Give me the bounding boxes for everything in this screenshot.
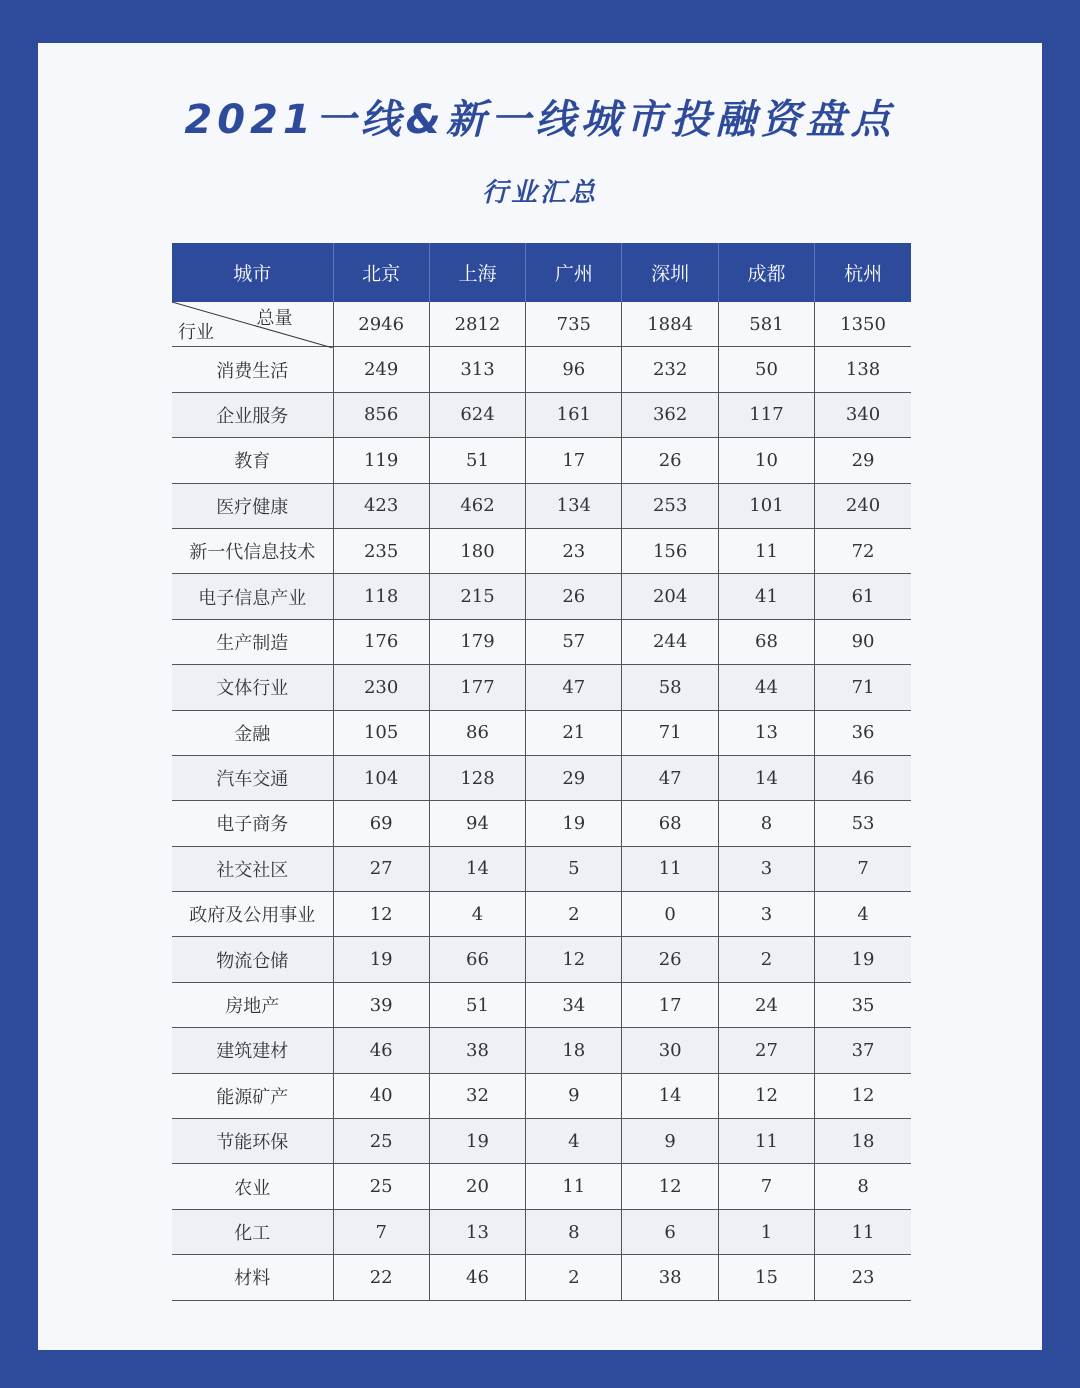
diagonal-header-cell: [172, 302, 333, 347]
value-cell: 134: [526, 483, 622, 528]
table-row: [172, 1209, 911, 1254]
industry-name-cell: 化工: [172, 1209, 333, 1254]
value-cell: 27: [333, 846, 429, 891]
value-cell: 230: [333, 665, 429, 710]
value-cell: 2: [718, 937, 814, 982]
value-cell: 37: [815, 1028, 911, 1073]
value-cell: 36: [815, 710, 911, 755]
table-row: [172, 438, 911, 483]
industry-name-cell: 金融: [172, 710, 333, 755]
value-cell: 128: [429, 755, 525, 800]
table-row: [172, 528, 911, 573]
value-cell: 253: [622, 483, 718, 528]
value-cell: 235: [333, 528, 429, 573]
value-cell: 50: [718, 347, 814, 392]
value-cell: 204: [622, 574, 718, 619]
value-cell: 423: [333, 483, 429, 528]
header-city: 成都: [718, 243, 814, 302]
value-cell: 4: [429, 892, 525, 937]
value-cell: 19: [815, 937, 911, 982]
industry-name-cell: 新一代信息技术: [172, 528, 333, 573]
value-cell: 313: [429, 347, 525, 392]
value-cell: 25: [333, 1119, 429, 1164]
value-cell: 1: [718, 1209, 814, 1254]
value-cell: 240: [815, 483, 911, 528]
value-cell: 17: [622, 982, 718, 1027]
value-cell: 71: [815, 665, 911, 710]
table-row: [172, 1028, 911, 1073]
table-row: [172, 347, 911, 392]
value-cell: 18: [815, 1119, 911, 1164]
header-city: 深圳: [622, 243, 718, 302]
value-cell: 47: [526, 665, 622, 710]
table-row: [172, 392, 911, 437]
value-cell: 27: [718, 1028, 814, 1073]
value-cell: 61: [815, 574, 911, 619]
value-cell: 51: [429, 982, 525, 1027]
value-cell: 46: [333, 1028, 429, 1073]
value-cell: 19: [429, 1119, 525, 1164]
value-cell: 57: [526, 619, 622, 664]
value-cell: 96: [526, 347, 622, 392]
value-cell: 68: [622, 801, 718, 846]
total-cell: 735: [526, 302, 622, 347]
industry-label: 行业: [178, 322, 214, 344]
value-cell: 12: [815, 1073, 911, 1118]
value-cell: 86: [429, 710, 525, 755]
total-cell: 2946: [333, 302, 429, 347]
value-cell: 3: [718, 892, 814, 937]
value-cell: 9: [526, 1073, 622, 1118]
value-cell: 249: [333, 347, 429, 392]
value-cell: 26: [622, 438, 718, 483]
value-cell: 19: [526, 801, 622, 846]
value-cell: 179: [429, 619, 525, 664]
value-cell: 11: [815, 1209, 911, 1254]
total-cell: 581: [718, 302, 814, 347]
value-cell: 72: [815, 528, 911, 573]
value-cell: 29: [526, 755, 622, 800]
table-row: [172, 619, 911, 664]
value-cell: 44: [718, 665, 814, 710]
table-row: [172, 892, 911, 937]
value-cell: 51: [429, 438, 525, 483]
value-cell: 40: [333, 1073, 429, 1118]
header-city: 杭州: [815, 243, 911, 302]
page-subtitle: 行业汇总: [481, 178, 598, 208]
value-cell: 177: [429, 665, 525, 710]
value-cell: 12: [333, 892, 429, 937]
page-title: 2021一线&新一线城市投融资盘点: [184, 97, 896, 143]
industry-name-cell: 电子商务: [172, 801, 333, 846]
value-cell: 4: [815, 892, 911, 937]
table-row: [172, 574, 911, 619]
value-cell: 362: [622, 392, 718, 437]
table-row: [172, 982, 911, 1027]
value-cell: 20: [429, 1164, 525, 1209]
value-cell: 7: [815, 846, 911, 891]
total-cell: 1884: [622, 302, 718, 347]
industry-name-cell: 建筑建材: [172, 1028, 333, 1073]
value-cell: 26: [526, 574, 622, 619]
value-cell: 3: [718, 846, 814, 891]
value-cell: 19: [333, 937, 429, 982]
value-cell: 8: [718, 801, 814, 846]
table-row: [172, 846, 911, 891]
table-row: [172, 1073, 911, 1118]
value-cell: 13: [429, 1209, 525, 1254]
value-cell: 23: [526, 528, 622, 573]
value-cell: 39: [333, 982, 429, 1027]
value-cell: 68: [718, 619, 814, 664]
value-cell: 26: [622, 937, 718, 982]
value-cell: 34: [526, 982, 622, 1027]
value-cell: 119: [333, 438, 429, 483]
value-cell: 117: [718, 392, 814, 437]
industry-name-cell: 政府及公用事业: [172, 892, 333, 937]
value-cell: 47: [622, 755, 718, 800]
value-cell: 156: [622, 528, 718, 573]
value-cell: 14: [622, 1073, 718, 1118]
value-cell: 14: [718, 755, 814, 800]
industry-name-cell: 生产制造: [172, 619, 333, 664]
value-cell: 38: [622, 1255, 718, 1300]
value-cell: 856: [333, 392, 429, 437]
value-cell: 232: [622, 347, 718, 392]
industry-name-cell: 文体行业: [172, 665, 333, 710]
value-cell: 90: [815, 619, 911, 664]
value-cell: 18: [526, 1028, 622, 1073]
value-cell: 23: [815, 1255, 911, 1300]
value-cell: 94: [429, 801, 525, 846]
value-cell: 462: [429, 483, 525, 528]
value-cell: 180: [429, 528, 525, 573]
value-cell: 30: [622, 1028, 718, 1073]
value-cell: 244: [622, 619, 718, 664]
header-city: 上海: [429, 243, 525, 302]
value-cell: 13: [718, 710, 814, 755]
industry-name-cell: 房地产: [172, 982, 333, 1027]
value-cell: 161: [526, 392, 622, 437]
value-cell: 58: [622, 665, 718, 710]
value-cell: 24: [718, 982, 814, 1027]
value-cell: 7: [718, 1164, 814, 1209]
industry-name-cell: 物流仓储: [172, 937, 333, 982]
value-cell: 22: [333, 1255, 429, 1300]
value-cell: 66: [429, 937, 525, 982]
value-cell: 41: [718, 574, 814, 619]
header-city: 广州: [526, 243, 622, 302]
value-cell: 104: [333, 755, 429, 800]
value-cell: 8: [815, 1164, 911, 1209]
table-header-row: [172, 243, 911, 302]
industry-name-cell: 节能环保: [172, 1119, 333, 1164]
industry-name-cell: 企业服务: [172, 392, 333, 437]
value-cell: 118: [333, 574, 429, 619]
value-cell: 624: [429, 392, 525, 437]
table-row: [172, 710, 911, 755]
industry-name-cell: 电子信息产业: [172, 574, 333, 619]
value-cell: 101: [718, 483, 814, 528]
value-cell: 32: [429, 1073, 525, 1118]
value-cell: 14: [429, 846, 525, 891]
table-row: [172, 483, 911, 528]
value-cell: 138: [815, 347, 911, 392]
value-cell: 340: [815, 392, 911, 437]
value-cell: 215: [429, 574, 525, 619]
header-city: 北京: [333, 243, 429, 302]
value-cell: 69: [333, 801, 429, 846]
total-cell: 2812: [429, 302, 525, 347]
value-cell: 105: [333, 710, 429, 755]
industry-name-cell: 汽车交通: [172, 755, 333, 800]
table-row: [172, 1164, 911, 1209]
value-cell: 11: [718, 528, 814, 573]
value-cell: 11: [526, 1164, 622, 1209]
value-cell: 2: [526, 892, 622, 937]
value-cell: 12: [622, 1164, 718, 1209]
table-row: [172, 801, 911, 846]
industry-name-cell: 材料: [172, 1255, 333, 1300]
industry-name-cell: 教育: [172, 438, 333, 483]
value-cell: 25: [333, 1164, 429, 1209]
value-cell: 17: [526, 438, 622, 483]
value-cell: 15: [718, 1255, 814, 1300]
value-cell: 12: [526, 937, 622, 982]
table-row: [172, 755, 911, 800]
industry-table: [172, 243, 911, 1301]
value-cell: 2: [526, 1255, 622, 1300]
industry-name-cell: 医疗健康: [172, 483, 333, 528]
table-row: [172, 665, 911, 710]
value-cell: 21: [526, 710, 622, 755]
industry-name-cell: 农业: [172, 1164, 333, 1209]
value-cell: 7: [333, 1209, 429, 1254]
value-cell: 176: [333, 619, 429, 664]
total-row: [172, 302, 911, 347]
value-cell: 9: [622, 1119, 718, 1164]
table-row: [172, 1255, 911, 1300]
header-city-label: 城市: [172, 243, 333, 302]
value-cell: 11: [622, 846, 718, 891]
value-cell: 10: [718, 438, 814, 483]
industry-name-cell: 社交社区: [172, 846, 333, 891]
value-cell: 35: [815, 982, 911, 1027]
value-cell: 46: [815, 755, 911, 800]
value-cell: 53: [815, 801, 911, 846]
value-cell: 11: [718, 1119, 814, 1164]
industry-name-cell: 消费生活: [172, 347, 333, 392]
value-cell: 8: [526, 1209, 622, 1254]
value-cell: 29: [815, 438, 911, 483]
value-cell: 0: [622, 892, 718, 937]
value-cell: 5: [526, 846, 622, 891]
total-cell: 1350: [815, 302, 911, 347]
value-cell: 46: [429, 1255, 525, 1300]
value-cell: 71: [622, 710, 718, 755]
value-cell: 6: [622, 1209, 718, 1254]
value-cell: 12: [718, 1073, 814, 1118]
table-row: [172, 1119, 911, 1164]
industry-name-cell: 能源矿产: [172, 1073, 333, 1118]
total-label: 总量: [256, 308, 293, 329]
value-cell: 38: [429, 1028, 525, 1073]
table-row: [172, 937, 911, 982]
value-cell: 4: [526, 1119, 622, 1164]
